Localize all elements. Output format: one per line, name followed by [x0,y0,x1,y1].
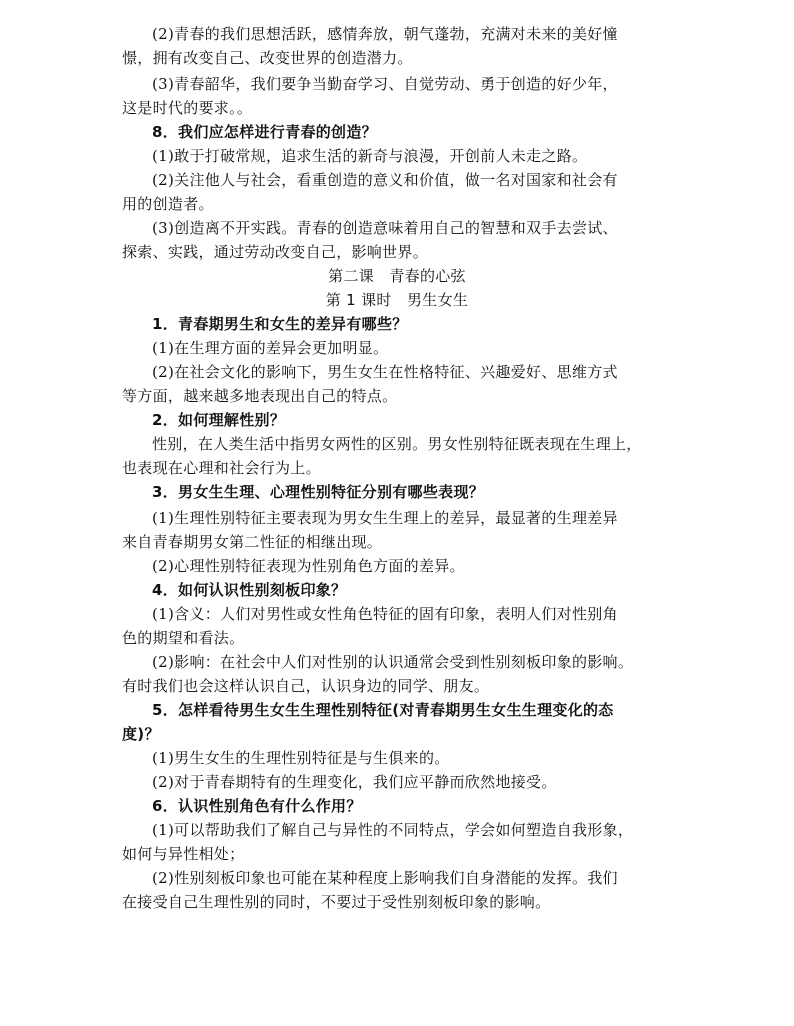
text-line: 色的期望和看法。 [122,629,245,647]
text-line: 在接受自己生理性别的同时，不要过于受性别刻板印象的影响。 [122,893,551,911]
text-line: 来自青春期男女第二性征的相继出现。 [122,533,383,551]
text-line: (1)含义：人们对男性或女性角色特征的固有印象，表明人们对性别角 [152,605,618,623]
question-heading: 5．怎样看待男生女生生理性别特征(对青春期男生女生生理变化的态 [152,701,614,719]
text-line: 如何与异性相处； [122,845,245,863]
text-line: (2)在社会文化的影响下，男生女生在性格特征、兴趣爱好、思维方式 [152,363,618,381]
text-line: 有时我们也会这样认识自己，认识身边的同学、朋友。 [122,677,490,695]
text-line: (1)可以帮助我们了解自己与异性的不同特点，学会如何塑造自我形象， [152,821,634,839]
question-heading: 1．青春期男生和女生的差异有哪些？ [152,315,408,333]
text-line: 也表现在心理和社会行为上。 [122,459,321,477]
text-line: (3)青春韶华，我们要争当勤奋学习、自觉劳动、勇于创造的好少年， [152,75,618,93]
text-line: (2)关注他人与社会，看重创造的意义和价值，做一名对国家和社会有 [152,171,618,189]
text-line: (1)生理性别特征主要表现为男女生生理上的差异，最显著的生理差异 [152,509,618,527]
text-line: (1)敢于打破常规，追求生活的新奇与浪漫，开创前人未走之路。 [152,147,588,165]
text-line: (1)男生女生的生理性别特征是与生俱来的。 [152,749,450,767]
text-line: (2)心理性别特征表现为性别角色方面的差异。 [152,557,465,575]
question-heading: 2．如何理解性别？ [152,411,286,429]
lesson-title: 第二课 青春的心弦 [328,267,466,285]
lesson-subtitle: 第 1 课时 男生女生 [325,291,469,309]
text-line: 探索、实践，通过劳动改变自己，影响世界。 [122,243,429,261]
question-heading-cont: 度)？ [122,725,160,743]
text-line: 性别，在人类生活中指男女两性的区别。男女性别特征既表现在生理上， [152,435,642,453]
text-line: (3)创造离不开实践。青春的创造意味着用自己的智慧和双手去尝试、 [152,219,618,237]
question-heading: 8．我们应怎样进行青春的创造？ [152,123,377,141]
text-line: (2)性别刻板印象也可能在某种程度上影响我们自身潜能的发挥。我们 [152,869,618,887]
text-line: 憬，拥有改变自己、改变世界的创造潜力。 [122,49,413,67]
question-heading: 4．如何认识性别刻板印象？ [152,581,347,599]
text-line: 等方面，越来越多地表现出自己的特点。 [122,387,398,405]
question-heading: 3．男女生生理、心理性别特征分别有哪些表现？ [152,483,485,501]
text-line: 这是时代的要求。。 [122,99,253,117]
text-line: (2)对于青春期特有的生理变化，我们应平静而欣然地接受。 [152,773,557,791]
question-heading: 6．认识性别角色有什么作用？ [152,797,362,815]
text-line: (1)在生理方面的差异会更加明显。 [152,339,389,357]
text-line: 用的创造者。 [122,195,214,213]
text-line: (2)青春的我们思想活跃，感情奔放，朝气蓬勃，充满对未来的美好憧 [152,25,618,43]
text-line: (2)影响：在社会中人们对性别的认识通常会受到性别刻板印象的影响。 [152,653,634,671]
